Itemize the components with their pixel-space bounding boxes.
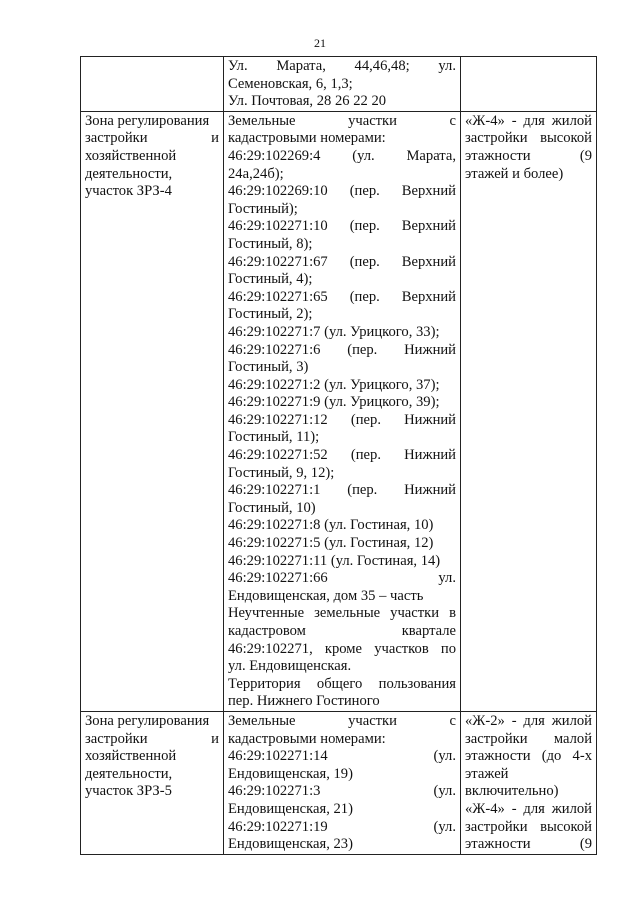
parcels-line: кадастровыми номерами:: [228, 730, 386, 747]
page-number: 21: [314, 36, 326, 50]
zone-cell: [81, 57, 224, 112]
parcels-line: Гостиный, 10): [228, 499, 316, 516]
parcels-line: 46:29:102271:6 (пер. Нижний: [228, 341, 456, 358]
parcels-cell: [224, 57, 461, 112]
zone-line: деятельности,: [85, 165, 173, 182]
zone-type-line: этажей: [465, 765, 509, 782]
parcels-line: 46:29:102271, кроме участков по: [228, 640, 456, 657]
parcels-line: Гостиный, 11);: [228, 429, 320, 446]
parcels-line: Семеновская, 6, 1,3;: [228, 75, 353, 92]
zone-type-line: «Ж-2» - для жилой: [465, 712, 592, 729]
parcels-line: 24а,24б);: [228, 165, 284, 182]
parcels-line: 46:29:102271:10 (пер. Верхний: [228, 218, 456, 235]
parcels-line: Неучтенные земельные участки в: [228, 605, 456, 622]
parcels-cell: [224, 111, 461, 711]
zone-type-line: этажности (9: [465, 147, 592, 164]
parcels-line: 46:29:102269:4 (ул. Марата,: [228, 147, 456, 164]
zone-type-cell: [461, 57, 597, 112]
parcels-cell: [224, 711, 461, 854]
zone-type-line: этажей и более): [465, 165, 564, 182]
parcels-line: Территория общего пользования: [228, 675, 456, 692]
parcels-line: 46:29:102271:66 ул.: [228, 570, 456, 587]
zone-line: Зона регулирования: [85, 712, 210, 729]
parcels-line: 46:29:102271:8 (ул. Гостиная, 10): [228, 517, 434, 534]
zone-line: участок ЗРЗ-4: [85, 183, 172, 200]
parcels-line: 46:29:102271:2 (ул. Урицкого, 37);: [228, 376, 440, 393]
zone-line: застройки и: [85, 130, 219, 147]
parcels-line: 46:29:102271:1 (пер. Нижний: [228, 482, 456, 499]
parcels-line: Ендовищенская, дом 35 – часть: [228, 587, 424, 604]
parcels-line: Гостиный, 9, 12);: [228, 464, 335, 481]
parcels-line: 46:29:102271:3 (ул.: [228, 783, 456, 800]
parcels-line: 46:29:102271:65 (пер. Верхний: [228, 288, 456, 305]
table-row: [81, 711, 597, 854]
zone-line: застройки и: [85, 730, 219, 747]
parcels-line: Ул. Марата, 44,46,48; ул.: [228, 58, 456, 74]
parcels-line: Гостиный, 2);: [228, 306, 313, 323]
zone-type-line: застройки малой: [465, 730, 592, 747]
zone-type-line: этажности (9: [465, 836, 592, 853]
zone-type-line: «Ж-4» - для жилой: [465, 112, 592, 129]
zone-type-cell: [461, 711, 597, 854]
parcels-line: Гостиный, 4);: [228, 271, 313, 288]
zone-line: хозяйственной: [85, 147, 177, 164]
parcels-line: Гостиный);: [228, 200, 298, 217]
parcels-line: 46:29:102271:9 (ул. Урицкого, 39);: [228, 394, 440, 411]
zone-line: Зона регулирования: [85, 112, 210, 129]
zoning-table: [80, 56, 597, 855]
parcels-line: 46:29:102271:14 (ул.: [228, 748, 456, 765]
zone-type-cell: [461, 111, 597, 711]
parcels-line: Ендовищенская, 21): [228, 800, 353, 817]
parcels-line: кадастровом квартале: [228, 623, 456, 639]
parcels-line: Ендовищенская, 19): [228, 765, 353, 782]
zone-type-line: «Ж-4» - для жилой: [465, 800, 592, 817]
parcels-line: Земельные участки с: [228, 112, 456, 129]
parcels-line: Гостиный, 3): [228, 359, 309, 376]
parcels-line: пер. Нижнего Гостиного: [228, 693, 380, 710]
parcels-line: 46:29:102269:10 (пер. Верхний: [228, 183, 456, 200]
parcels-line: 46:29:102271:5 (ул. Гостиная, 12): [228, 535, 434, 552]
zone-type-line: этажности (до 4-х: [465, 748, 592, 765]
parcels-line: 46:29:102271:12 (пер. Нижний: [228, 411, 456, 428]
zone-cell: [81, 111, 224, 711]
zone-type-line: застройки высокой: [465, 818, 592, 835]
zone-cell: [81, 711, 224, 854]
parcels-line: 46:29:102271:19 (ул.: [228, 818, 456, 835]
parcels-line: Ул. Почтовая, 28 26 22 20: [228, 93, 387, 110]
parcels-line: ул. Ендовищенская.: [228, 658, 352, 675]
parcels-line: Земельные участки с: [228, 712, 456, 729]
zone-line: участок ЗРЗ-5: [85, 783, 172, 800]
parcels-line: 46:29:102271:11 (ул. Гостиная, 14): [228, 552, 441, 569]
zone-type-line: включительно): [465, 783, 559, 800]
parcels-line: Гостиный, 8);: [228, 235, 313, 252]
zone-type-line: застройки высокой: [465, 130, 592, 147]
parcels-line: 46:29:102271:52 (пер. Нижний: [228, 447, 456, 464]
table-row: [81, 111, 597, 711]
parcels-line: Ендовищенская, 23): [228, 836, 353, 853]
zone-line: хозяйственной: [85, 748, 177, 765]
table-row: [81, 57, 597, 112]
zone-line: деятельности,: [85, 765, 173, 782]
parcels-line: 46:29:102271:7 (ул. Урицкого, 33);: [228, 323, 440, 340]
parcels-line: 46:29:102271:67 (пер. Верхний: [228, 253, 456, 270]
parcels-line: кадастровыми номерами:: [228, 130, 386, 147]
